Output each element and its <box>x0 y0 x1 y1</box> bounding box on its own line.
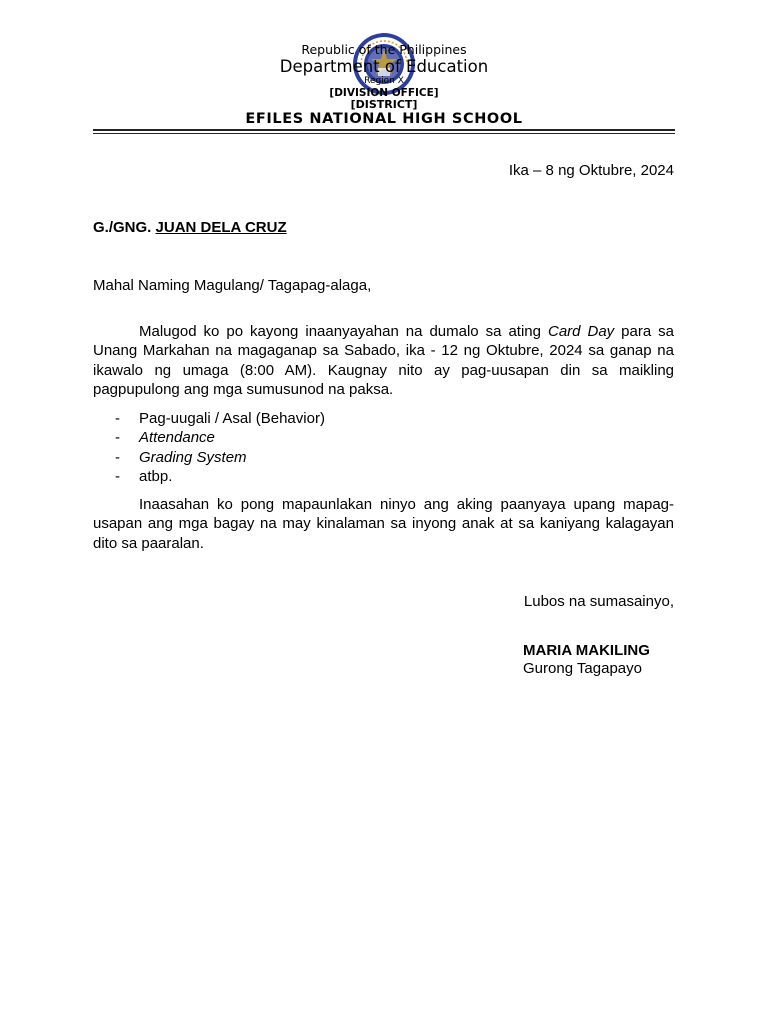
division-office: [DIVISION OFFICE] <box>329 87 439 99</box>
para1-text-a: Malugod ko po kayong inaanyayahan na dumalo sa ating <box>139 323 548 340</box>
bullet-dash: - <box>115 410 120 427</box>
bullet-dash: - <box>115 429 120 447</box>
signer-position: Gurong Tagapayo <box>523 660 642 677</box>
topic-label: atbp. <box>139 468 173 486</box>
complimentary-close: Lubos na sumasainyo, <box>523 593 674 610</box>
list-item <box>93 448 325 467</box>
school-name: EFILES NATIONAL HIGH SCHOOL <box>245 111 523 127</box>
signer-name: MARIA MAKILING <box>523 642 650 659</box>
district-line: [DISTRICT] <box>350 98 418 111</box>
region-line: Region X <box>364 76 404 86</box>
card-day-emphasis: Card Day <box>547 323 615 340</box>
list-item <box>93 428 325 447</box>
bullet-dash: - <box>115 468 120 486</box>
topic-label: Pag-uugali / Asal (Behavior) <box>139 410 325 427</box>
header-divider-thick <box>93 129 675 131</box>
list-item <box>93 467 325 486</box>
body-paragraph-1 <box>93 322 674 400</box>
addressee-name: JUAN DELA CRUZ <box>155 219 287 236</box>
topic-label: Attendance <box>139 429 215 447</box>
salutation: Mahal Naming Magulang/ Tagapag-alaga, <box>93 277 372 294</box>
addressee <box>93 218 287 237</box>
department-name: Department of Education <box>279 57 489 76</box>
body-paragraph-2: Inaasahan ko pong mapaunlakan ninyo ang aking paanyaya upang mapag-usapan ang mga bagay na may kinalaman sa inyong anak at sa kaniyang kalagayan dito sa paaralan. <box>93 496 674 552</box>
topics-list <box>93 409 325 487</box>
republic-line: Republic of the Philippines <box>301 42 467 57</box>
list-item <box>93 409 325 428</box>
letter-date: Ika – 8 ng Oktubre, 2024 <box>508 162 674 179</box>
topic-label: Grading System <box>139 448 247 466</box>
header-divider-thin <box>93 133 675 134</box>
para1-text-b: para sa Unang Markahan na magaganap sa Sabado, ika - 12 ng Oktubre, 2024 sa ganap na ikawalo ng umaga (8:00 AM). Kaugnay nito ay pag-uusapan din sa maikling pagpupulong ang mga sumusunod na paksa. <box>93 323 675 399</box>
bullet-dash: - <box>115 448 120 466</box>
addressee-prefix: G./GNG. <box>93 219 156 236</box>
